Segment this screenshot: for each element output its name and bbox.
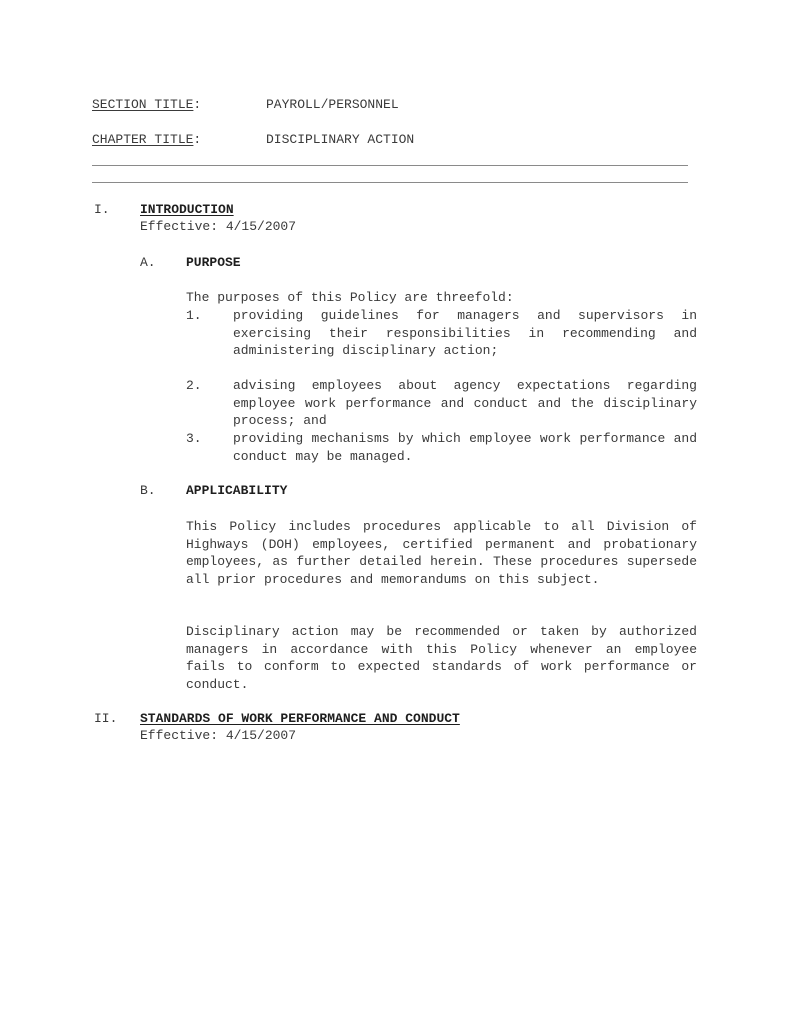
- section-title-row: [92, 96, 201, 114]
- section-heading-introduction: INTRODUCTION: [140, 202, 234, 217]
- effective-date: Effective: 4/15/2007: [140, 219, 297, 234]
- section-title-colon: :: [193, 97, 202, 112]
- chapter-title-row: [92, 131, 201, 149]
- list-item: advising employees about agency expectations regarding employee work performance and conduct and the disciplinary process; and: [233, 378, 697, 428]
- subsection-heading-applicability: APPLICABILITY: [186, 483, 288, 498]
- header-divider-1: [92, 165, 688, 166]
- header-divider-2: [92, 182, 688, 183]
- applicability-paragraph: Disciplinary action may be recommended or taken by authorized managers in accordance with this Policy whenever an employee fails to conform to expected standards of work performance or conduct.: [186, 624, 697, 692]
- list-item: providing mechanisms by which employee work performance and conduct may be managed.: [233, 431, 697, 464]
- section-numeral: I.: [94, 202, 110, 217]
- section-title-value: PAYROLL/PERSONNEL: [266, 97, 399, 112]
- list-number: 2.: [186, 378, 202, 393]
- list-item: providing guidelines for managers and supervisors in exercising their responsibilities in recommending and administering disciplinary action;: [233, 308, 697, 358]
- purpose-intro: The purposes of this Policy are threefold:: [186, 290, 514, 305]
- subsection-letter: A.: [140, 255, 156, 270]
- chapter-title-colon: :: [193, 132, 202, 147]
- applicability-paragraph: This Policy includes procedures applicable to all Division of Highways (DOH) employees, certified permanent and probationary employees, as further detailed herein. These procedures supersede all prior procedures and memorandums on this subject.: [186, 519, 697, 587]
- chapter-title-label: CHAPTER TITLE: [92, 132, 194, 147]
- subsection-heading-purpose: PURPOSE: [186, 255, 241, 270]
- list-number: 3.: [186, 431, 202, 446]
- list-number: 1.: [186, 308, 202, 323]
- effective-date: Effective: 4/15/2007: [140, 728, 297, 743]
- section-title-label: SECTION TITLE: [92, 97, 194, 112]
- subsection-letter: B.: [140, 483, 156, 498]
- chapter-title-value: DISCIPLINARY ACTION: [266, 132, 415, 147]
- section-heading-standards: STANDARDS OF WORK PERFORMANCE AND CONDUCT: [140, 711, 460, 726]
- section-numeral: II.: [94, 711, 118, 726]
